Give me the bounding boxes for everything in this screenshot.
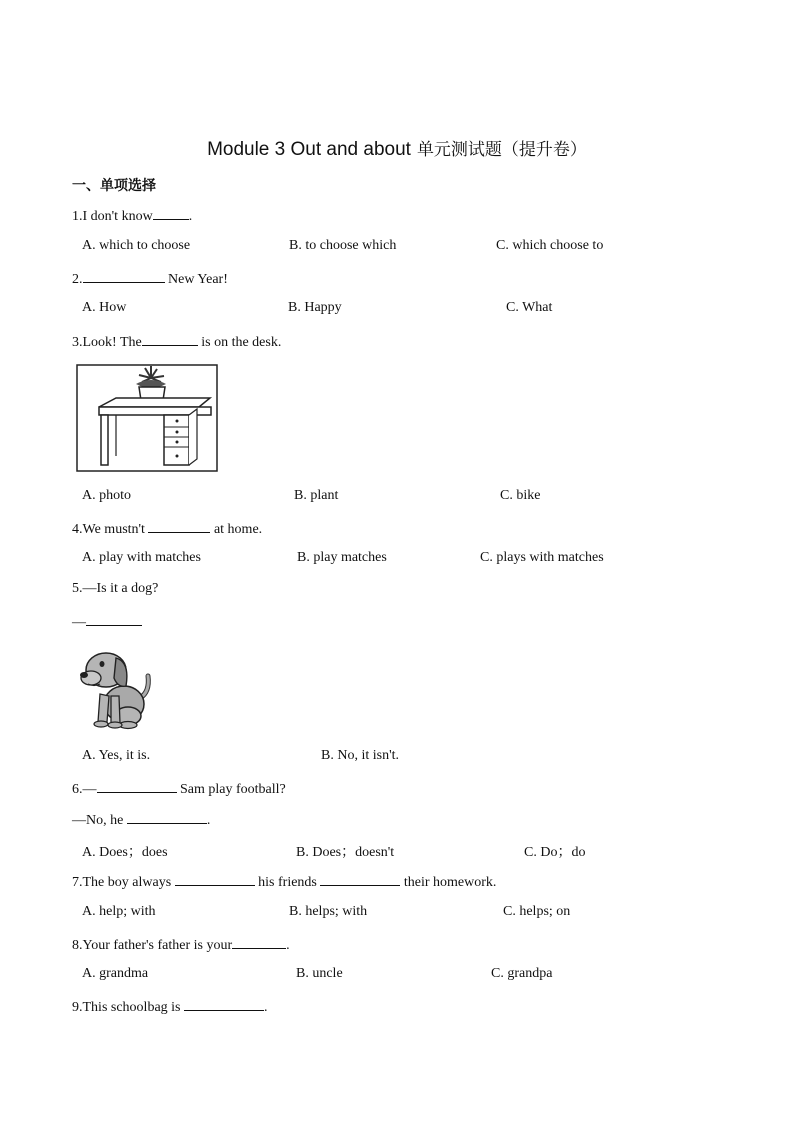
question-5: 5.—Is it a dog?	[72, 581, 159, 596]
dog-picture	[78, 646, 156, 730]
option-b: B. play matches	[297, 550, 387, 565]
question-5-answer: —	[72, 612, 142, 631]
page-title	[0, 135, 794, 161]
option-c: C. Do；do	[524, 845, 586, 860]
question-6-answer: —No, he .	[72, 810, 210, 829]
option-b: B. Does；doesn't	[296, 845, 395, 860]
section-heading: 一、单项选择	[72, 178, 156, 194]
answer-blank	[86, 612, 142, 626]
option-c: C. helps; on	[503, 904, 571, 919]
option-a: A. photo	[82, 488, 131, 503]
option-c: C. What	[506, 300, 553, 315]
question-3: 3.Look! The is on the desk.	[72, 332, 281, 351]
option-c: C. bike	[500, 488, 541, 503]
option-c: C. which choose to	[496, 238, 604, 253]
option-a: A. play with matches	[82, 550, 201, 565]
question-2: 2. New Year!	[72, 269, 228, 288]
answer-blank	[83, 269, 165, 283]
question-9: 9.This schoolbag is .	[72, 997, 268, 1016]
answer-blank	[127, 810, 207, 824]
answer-blank	[153, 206, 189, 220]
answer-blank	[320, 872, 400, 886]
option-a: A. How	[82, 300, 127, 315]
question-8: 8.Your father's father is your .	[72, 935, 290, 954]
option-b: B. uncle	[296, 966, 343, 981]
option-b: B. Happy	[288, 300, 342, 315]
answer-blank	[232, 935, 286, 949]
question-text: 1.I don't know	[72, 209, 153, 224]
option-a: A. Yes, it is.	[82, 748, 151, 763]
question-6: 6.— Sam play football?	[72, 779, 286, 798]
option-a: A. grandma	[82, 966, 149, 981]
option-a: A. which to choose	[82, 238, 191, 253]
question-1: 1.I don't know .	[72, 206, 192, 225]
answer-blank	[142, 332, 198, 346]
answer-blank	[97, 779, 177, 793]
option-c: C. plays with matches	[480, 550, 604, 565]
title-main: Module 3 Out and about	[207, 139, 411, 160]
option-a: A. help; with	[82, 904, 156, 919]
option-c: C. grandpa	[491, 966, 553, 981]
answer-blank	[175, 872, 255, 886]
answer-blank	[184, 997, 264, 1011]
desk-plant-picture	[76, 364, 218, 472]
answer-blank	[148, 519, 210, 533]
question-4: 4.We mustn't at home.	[72, 519, 262, 538]
option-b: B. helps; with	[289, 904, 368, 919]
option-a: A. Does；does	[82, 845, 168, 860]
title-sub: 单元测试题（提升卷）	[416, 140, 587, 160]
option-b: B. plant	[294, 488, 339, 503]
question-7: 7.The boy always his friends their homework.	[72, 872, 496, 891]
option-b: B. to choose which	[289, 238, 397, 253]
option-b: B. No, it isn't.	[321, 748, 399, 763]
